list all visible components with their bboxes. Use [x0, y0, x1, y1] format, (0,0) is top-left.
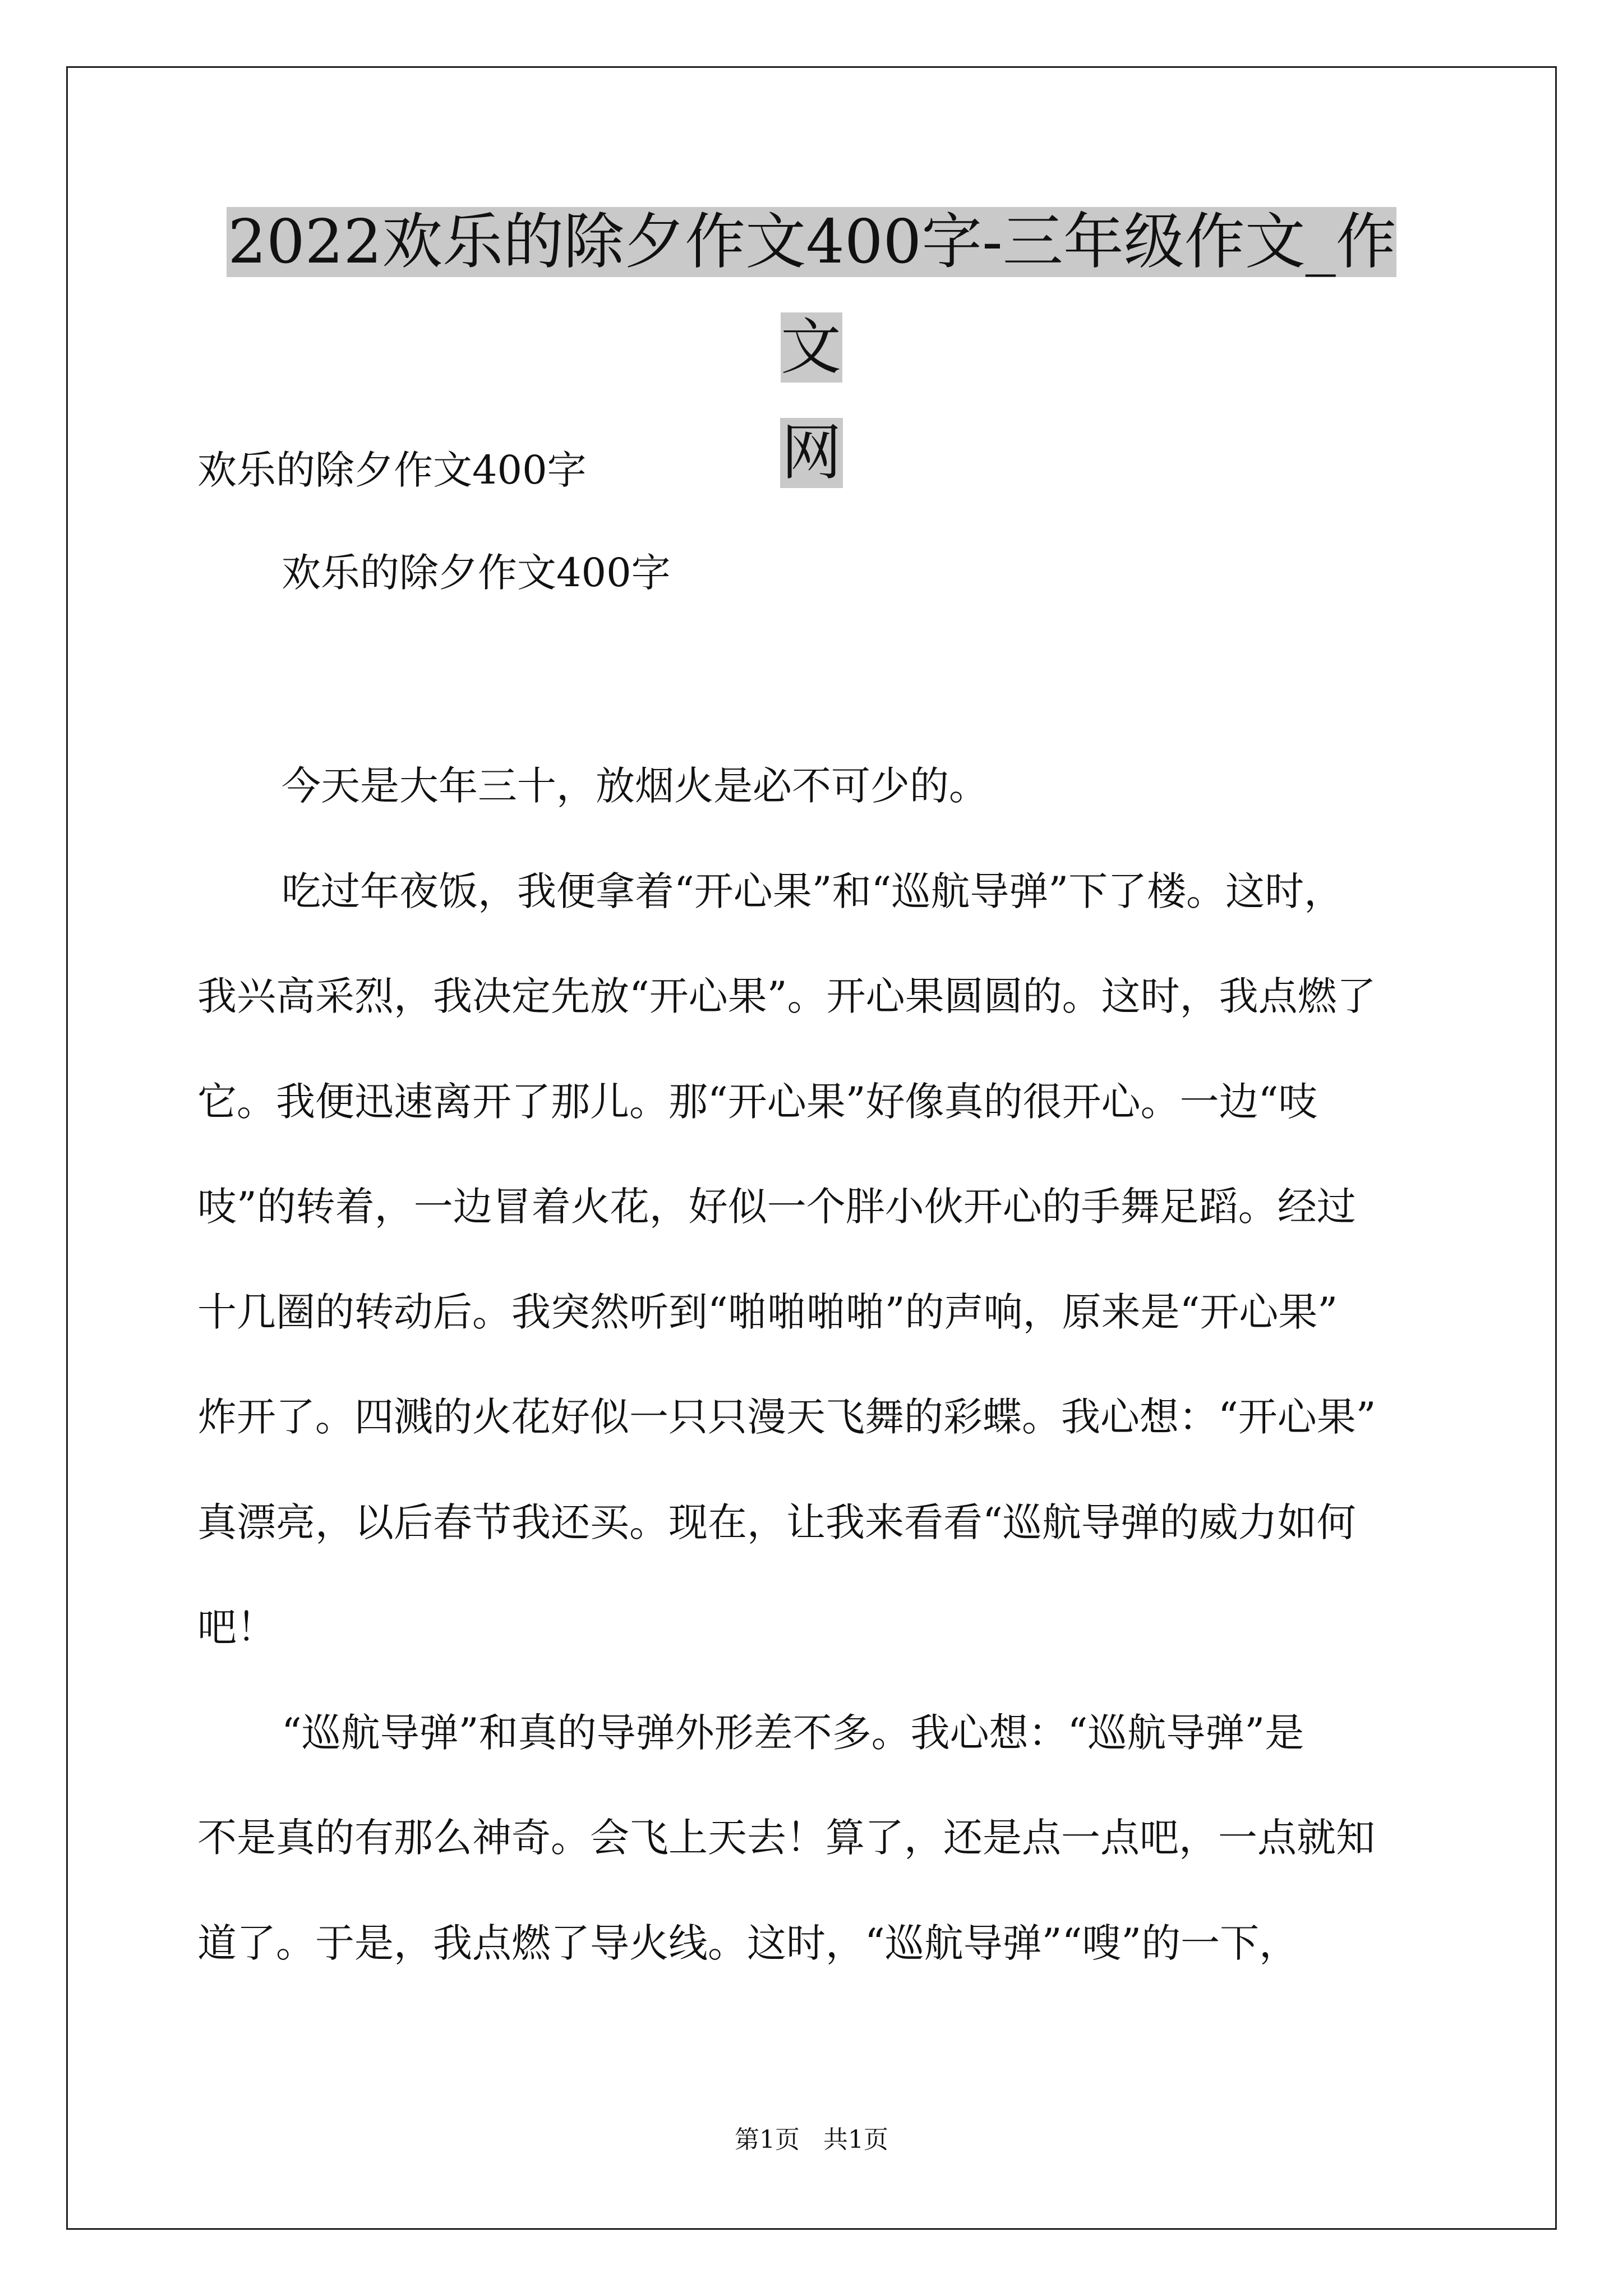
body-line-12: 道了。于是，我点燃了导火线。这时，“巡航导弹”“嗖”的一下，	[197, 1920, 1299, 1966]
body-line-4: 它。我便迅速离开了那儿。那“开心果”好像真的很开心。一边“吱	[197, 1079, 1318, 1125]
body-line-8: 真漂亮，以后春节我还买。现在，让我来看看“巡航导弹的威力如何	[197, 1499, 1356, 1545]
body-line-2: 吃过年夜饭，我便拿着“开心果”和“巡航导弹”下了楼。这时，	[282, 868, 1344, 914]
title-line-2: 网	[781, 418, 842, 488]
body-line-5: 吱”的转着，一边冒着火花，好似一个胖小伙开心的手舞足蹈。经过	[197, 1184, 1356, 1230]
body-line-11: 不是真的有那么神奇。会飞上天去！算了，还是点一点吧，一点就知	[197, 1815, 1375, 1861]
title-line-1: 2022欢乐的除夕作文400字-三年级作文_作文	[228, 207, 1396, 383]
body-line-1: 今天是大年三十，放烟火是必不可少的。	[282, 763, 988, 809]
body-line-10: “巡航导弹”和真的导弹外形差不多。我心想：“巡航导弹”是	[282, 1710, 1304, 1756]
body-line-6: 十几圈的转动后。我突然听到“啪啪啪啪”的声响，原来是“开心果”	[197, 1289, 1338, 1335]
body-line-7: 炸开了。四溅的火花好似一只只漫天飞舞的彩蝶。我心想：“开心果”	[197, 1394, 1376, 1440]
subtitle: 欢乐的除夕作文400字	[197, 447, 587, 493]
page-footer: 第1页 共1页	[735, 2125, 888, 2154]
body-line-3: 我兴高采烈，我决定先放“开心果”。开心果圆圆的。这时，我点燃了	[197, 973, 1376, 1019]
indented-heading: 欢乐的除夕作文400字	[282, 550, 671, 596]
body-line-9: 吧！	[197, 1604, 276, 1650]
